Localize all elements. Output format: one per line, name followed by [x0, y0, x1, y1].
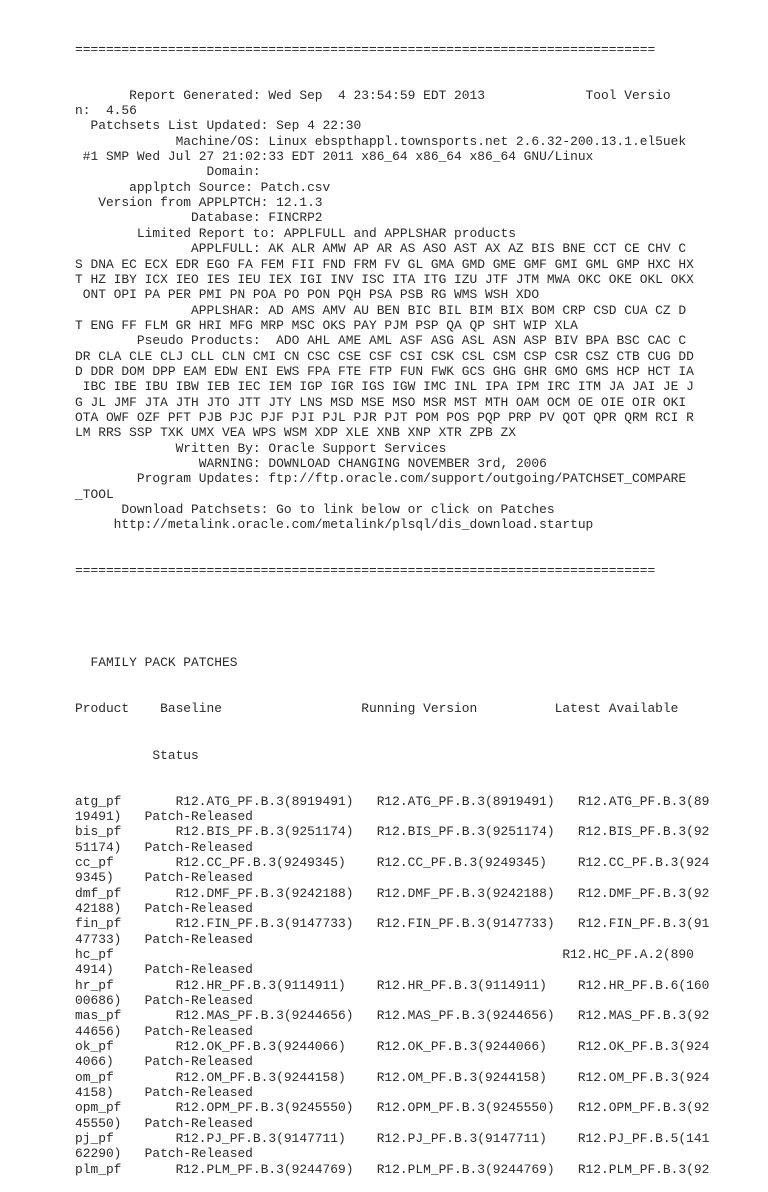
table-row: ok_pf R12.OK_PF.B.3(9244066) R12.OK_PF.B.3(9244066) R12.OK_PF.B.3(924: [75, 1039, 710, 1055]
report-line: WARNING: DOWNLOAD CHANGING NOVEMBER 3rd, 2006: [75, 455, 547, 471]
report-line: Program Updates: ftp://ftp.oracle.com/support/outgoing/PATCHSET_COMPARE: [75, 471, 687, 487]
table-row: bis_pf R12.BIS_PF.B.3(9251174) R12.BIS_PF.B.3(9251174) R12.BIS_PF.B.3(92: [75, 824, 710, 840]
table-row-continuation: 51174) Patch-Released: [75, 839, 253, 855]
report-header-block: [75, 88, 755, 533]
table-row-continuation: 4158) Patch-Released: [75, 1085, 253, 1101]
table-row-continuation: 44656) Patch-Released: [75, 1023, 253, 1039]
report-line: Patchsets List Updated: Sep 4 22:30: [75, 118, 362, 134]
separator-bottom: ===========================================================================: [75, 563, 656, 579]
report-line: _TOOL: [75, 486, 114, 502]
table-row-continuation: 42188) Patch-Released: [75, 900, 253, 916]
report-line: S DNA EC ECX EDR EGO FA FEM FII FND FRM FV GL GMA GMD GME GMF GMI GML GMP HXC HX: [75, 256, 694, 272]
report-line: http://metalink.oracle.com/metalink/plsql/dis_download.startup: [75, 517, 594, 533]
report-line: OTA OWF OZF PFT PJB PJC PJF PJI PJL PJR PJT POM POS PQP PRP PV QOT QPR QRM RCI R: [75, 409, 694, 425]
table-row: pj_pf R12.PJ_PF.B.3(9147711) R12.PJ_PF.B.3(9147711) R12.PJ_PF.B.5(141: [75, 1131, 710, 1147]
report-line: Limited Report to: APPLFULL and APPLSHAR products: [75, 225, 516, 241]
report-line: n: 4.56: [75, 103, 137, 119]
table-header: Product Baseline Running Version Latest Available: [75, 701, 679, 717]
table-row-continuation: 19491) Patch-Released: [75, 808, 253, 824]
report-line: Database: FINCRP2: [75, 210, 323, 226]
table-row-continuation: 47733) Patch-Released: [75, 931, 253, 947]
table-row: atg_pf R12.ATG_PF.B.3(8919491) R12.ATG_PF.B.3(8919491) R12.ATG_PF.B.3(89: [75, 793, 710, 809]
report-line: T ENG FF FLM GR HRI MFG MRP MSC OKS PAY PJM PSP QA QP SHT WIP XLA: [75, 317, 578, 333]
table-row-continuation: 9345) Patch-Released: [75, 870, 253, 886]
table-row: hc_pf R12.HC_PF.A.2(890: [75, 946, 694, 962]
patchset-report: [75, 11, 755, 1192]
table-header-status: Status: [75, 747, 199, 763]
table-row: cc_pf R12.CC_PF.B.3(9249345) R12.CC_PF.B.3(9249345) R12.CC_PF.B.3(924: [75, 854, 710, 870]
separator-top: ===========================================================================: [75, 41, 656, 57]
table-row: hr_pf R12.HR_PF.B.3(9114911) R12.HR_PF.B.3(9114911) R12.HR_PF.B.6(160: [75, 977, 710, 993]
report-line: Machine/OS: Linux ebspthappl.townsports.net 2.6.32-200.13.1.el5uek: [75, 133, 687, 149]
report-line: Written By: Oracle Support Services: [75, 440, 447, 456]
report-line: #1 SMP Wed Jul 27 21:02:33 EDT 2011 x86_64 x86_64 x86_64 GNU/Linux: [75, 149, 594, 165]
table-row-continuation: 45550) Patch-Released: [75, 1115, 253, 1131]
table-row-continuation: 4066) Patch-Released: [75, 1054, 253, 1070]
report-line: Download Patchsets: Go to link below or click on Patches: [75, 502, 555, 517]
table-row-continuation: 62290) Patch-Released: [75, 1146, 253, 1162]
family-pack-table: [75, 794, 755, 1178]
table-row: plm_pf R12.PLM_PF.B.3(9244769) R12.PLM_PF.B.3(9244769) R12.PLM_PF.B.3(92: [75, 1161, 710, 1177]
report-line: Report Generated: Wed Sep 4 23:54:59 EDT 2013 Tool Versio: [75, 87, 671, 103]
report-line: Pseudo Products: ADO AHL AME AML ASF ASG ASL ASN ASP BIV BPA BSC CAC C: [75, 333, 687, 349]
report-line: applptch Source: Patch.csv: [75, 179, 331, 195]
report-line: Domain:: [75, 164, 261, 180]
report-line: DR CLA CLE CLJ CLL CLN CMI CN CSC CSE CSF CSI CSK CSL CSM CSP CSR CSZ CTB CUG DD: [75, 348, 694, 364]
table-row-continuation: 00686) Patch-Released: [75, 993, 253, 1008]
report-line: APPLSHAR: AD AMS AMV AU BEN BIC BIL BIM BIX BOM CRP CSD CUA CZ D: [75, 302, 687, 318]
table-row: opm_pf R12.OPM_PF.B.3(9245550) R12.OPM_PF.B.3(9245550) R12.OPM_PF.B.3(92: [75, 1100, 710, 1116]
report-line: ONT OPI PA PER PMI PN POA PO PON PQH PSA PSB RG WMS WSH XDO: [75, 287, 540, 303]
report-line: LM RRS SSP TXK UMX VEA WPS WSM XDP XLE XNB XNP XTR ZPB ZX: [75, 425, 516, 441]
table-row: dmf_pf R12.DMF_PF.B.3(9242188) R12.DMF_PF.B.3(9242188) R12.DMF_PF.B.3(92: [75, 885, 710, 901]
table-row: mas_pf R12.MAS_PF.B.3(9244656) R12.MAS_PF.B.3(9244656) R12.MAS_PF.B.3(92: [75, 1008, 710, 1024]
report-line: T HZ IBY ICX IEO IES IEU IEX IGI INV ISC ITA ITG IZU JTF JTM MWA OKC OKE OKL OKX: [75, 271, 694, 287]
report-line: IBC IBE IBU IBW IEB IEC IEM IGP IGR IGS IGW IMC INL IPA IPM IRC ITM JA JAI JE J: [75, 379, 694, 395]
report-line: APPLFULL: AK ALR AMW AP AR AS ASO AST AX AZ BIS BNE CCT CE CHV C: [75, 241, 687, 257]
table-row-continuation: 4914) Patch-Released: [75, 962, 253, 978]
section-title: FAMILY PACK PATCHES: [75, 655, 238, 671]
table-row: om_pf R12.OM_PF.B.3(9244158) R12.OM_PF.B.3(9244158) R12.OM_PF.B.3(924: [75, 1069, 710, 1085]
table-row: fin_pf R12.FIN_PF.B.3(9147733) R12.FIN_PF.B.3(9147733) R12.FIN_PF.B.3(91: [75, 916, 710, 932]
report-line: D DDR DOM DPP EAM EDW ENI EWS FPA FTE FTP FUN FWK GCS GHG GHR GMO GMS HCP HCT IA: [75, 363, 694, 379]
report-line: G JL JMF JTA JTH JTO JTT JTY LNS MSD MSE MSO MSR MST MTH OAM OCM OE OIE OIR OKI: [75, 394, 687, 410]
blank-line: [75, 609, 755, 624]
report-line: Version from APPLPTCH: 12.1.3: [75, 195, 323, 211]
